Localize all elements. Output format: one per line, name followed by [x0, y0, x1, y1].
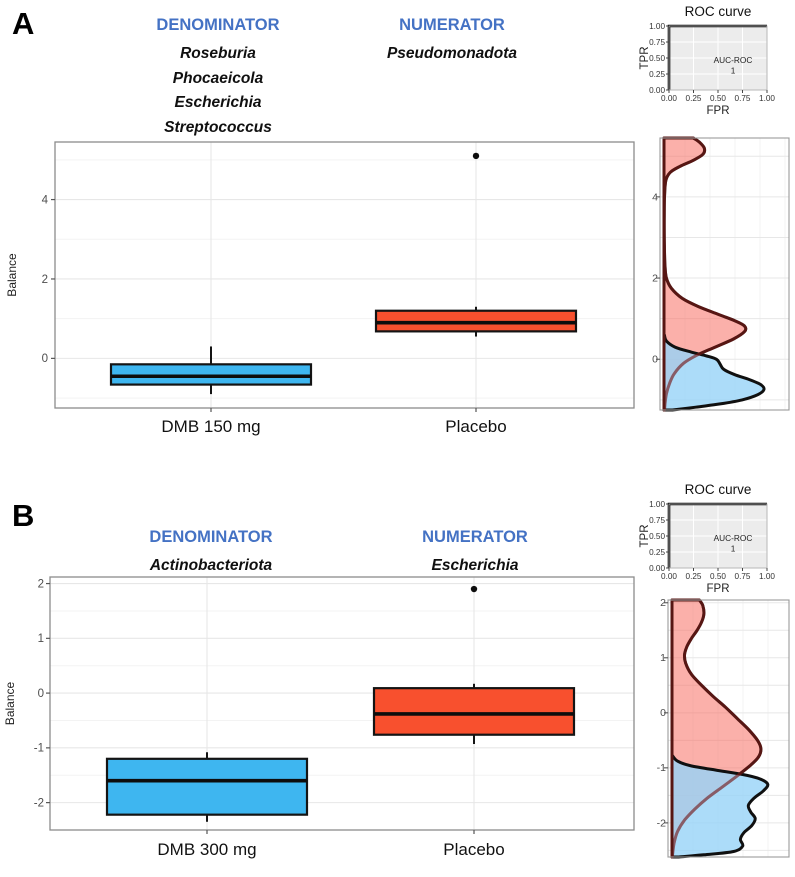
density-y-tick: -2 [656, 817, 666, 830]
panel-a-roc-chart [612, 0, 795, 124]
y-tick-label: 1 [37, 633, 44, 646]
panel-a-label: A [12, 6, 35, 41]
roc-y-tick: 0.00 [649, 85, 665, 95]
y-tick-label: -2 [33, 797, 44, 810]
y-tick-label: 0 [41, 353, 48, 366]
roc-y-axis-label: TPR [639, 524, 651, 548]
roc-x-tick: 0.50 [710, 94, 726, 103]
box-red [374, 688, 574, 735]
panel-a-density-chart [650, 126, 795, 418]
roc-y-tick: 0.25 [649, 547, 665, 557]
density-y-tick: 1 [660, 652, 666, 665]
density-y-tick: 0 [652, 353, 658, 366]
panel-a-numerator-block [322, 16, 582, 67]
denominator-taxon: Phocaeicola [172, 69, 264, 87]
roc-x-tick: 0.00 [661, 572, 677, 581]
roc-title: ROC curve [684, 4, 752, 19]
outlier-point [473, 153, 479, 159]
density-y-tick: -1 [656, 762, 666, 775]
roc-y-tick: 1.00 [649, 499, 665, 509]
roc-x-axis-label: FPR [706, 105, 730, 117]
numerator-title: NUMERATOR [399, 16, 505, 34]
y-tick-label: 2 [41, 273, 48, 286]
roc-y-tick: 0.25 [649, 69, 665, 79]
roc-x-tick: 0.00 [661, 94, 677, 103]
density-y-tick: 2 [652, 272, 658, 285]
density-y-tick: 0 [660, 707, 666, 720]
denominator-taxon: Roseburia [180, 45, 256, 62]
y-axis-label: Balance [5, 253, 19, 297]
roc-x-tick: 0.25 [685, 94, 702, 103]
category-label: DMB 150 mg [161, 417, 261, 436]
y-axis-label: Balance [3, 681, 17, 726]
roc-x-tick: 1.00 [759, 572, 775, 581]
density-y-tick: 2 [660, 597, 666, 610]
roc-x-tick: 0.75 [734, 572, 751, 581]
denominator-taxon: Streptococcus [164, 118, 272, 136]
roc-x-tick: 0.50 [710, 572, 726, 581]
category-label: Placebo [445, 417, 507, 436]
denominator-title: DENOMINATOR [149, 528, 273, 546]
y-tick-label: -1 [33, 742, 44, 755]
denominator-taxon: Actinobacteriota [149, 557, 273, 574]
density-y-tick: 4 [652, 191, 658, 204]
roc-y-tick: 0.75 [649, 37, 665, 47]
auc-roc-value: 1 [730, 543, 736, 554]
roc-x-tick: 1.00 [759, 94, 775, 103]
panel-b-label: B [12, 498, 35, 533]
panel-a-boxplot-chart [0, 130, 650, 460]
roc-x-tick: 0.75 [734, 94, 751, 103]
panel-b-boxplot-chart [0, 560, 650, 877]
roc-y-tick: 0.50 [649, 531, 665, 541]
panel-a-denominator-block [88, 16, 348, 140]
numerator-title: NUMERATOR [422, 528, 528, 546]
auc-roc-label: AUC-ROC [713, 533, 753, 543]
box-blue [107, 759, 307, 815]
category-label: DMB 300 mg [157, 840, 257, 859]
roc-y-tick: 0.50 [649, 53, 665, 63]
roc-title: ROC curve [684, 482, 752, 497]
roc-y-axis-label: TPR [639, 46, 651, 70]
roc-y-tick: 0.75 [649, 515, 665, 525]
y-tick-label: 0 [37, 687, 44, 700]
roc-y-tick: 0.00 [649, 563, 665, 573]
denominator-title: DENOMINATOR [156, 16, 280, 34]
category-label: Placebo [443, 840, 505, 859]
roc-y-tick: 1.00 [649, 21, 665, 31]
y-tick-label: 4 [41, 194, 48, 207]
density-ridge-blue [672, 756, 768, 857]
roc-x-axis-label: FPR [706, 583, 730, 595]
auc-roc-label: AUC-ROC [713, 55, 753, 65]
roc-x-tick: 0.25 [685, 572, 702, 581]
panel-b-density-chart [650, 588, 795, 877]
denominator-taxon: Escherichia [174, 94, 262, 111]
outlier-point [471, 586, 477, 592]
auc-roc-value: 1 [730, 65, 736, 76]
numerator-taxon: Escherichia [431, 557, 519, 574]
y-tick-label: 2 [37, 578, 44, 591]
numerator-taxon: Pseudomonadota [386, 45, 518, 62]
